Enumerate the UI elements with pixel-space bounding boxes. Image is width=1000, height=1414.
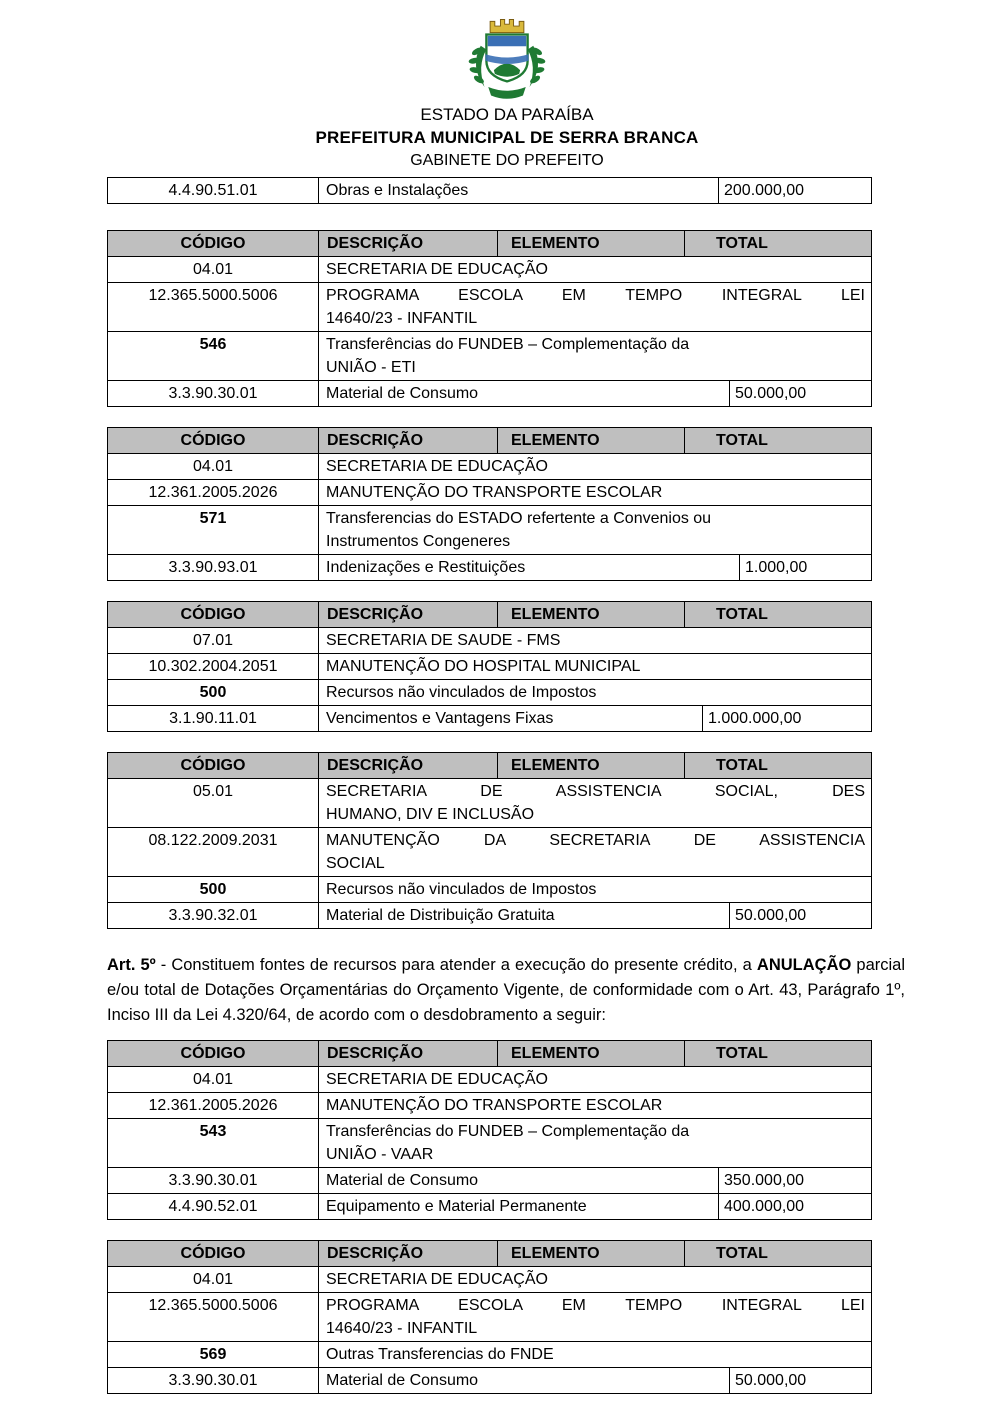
table-row (108, 554, 871, 580)
table-row (108, 1266, 871, 1292)
municipal-coat-of-arms-icon (460, 12, 554, 102)
credit-table-3 (107, 601, 872, 732)
shield-chief (488, 36, 526, 46)
office-title: GABINETE DO PREFEITO (410, 152, 604, 169)
code-cell: 569 (108, 1342, 319, 1367)
table-row (108, 1118, 871, 1167)
table-row (108, 256, 871, 282)
table-row (108, 331, 871, 380)
header-total: TOTAL (716, 1045, 768, 1062)
carryover-row-table (107, 177, 872, 204)
header-elemento: ELEMENTO (498, 428, 685, 453)
description-cell: MANUTENÇÃO DO TRANSPORTE ESCOLAR (326, 1097, 663, 1114)
table-row (108, 705, 871, 731)
description-cell: MANUTENÇÃO DA SECRETARIA DE ASSISTENCIA SOCIAL (326, 832, 865, 872)
description-cell: Equipamento e Material Permanente (326, 1198, 587, 1215)
table-row (108, 827, 871, 876)
code-cell: 500 (108, 680, 319, 705)
description-cell: Vencimentos e Vantagens Fixas (326, 710, 554, 727)
table-row (108, 1341, 871, 1367)
code-cell: 04.01 (108, 1067, 319, 1092)
table-row (108, 505, 871, 554)
article-5-text-2: parcial e/ou total de Dotações Orçamentárias do Orçamento Vigente, de conformidade com o Art. 43, Parágrafo 1º, Inciso III da Lei 4.320/64, de acordo com o desdobramento a seguir: (107, 956, 906, 1024)
table-row (108, 1292, 871, 1341)
code-cell: 10.302.2004.2051 (108, 654, 319, 679)
table-row (108, 1193, 871, 1219)
header-descricao: DESCRIÇÃO (319, 1241, 498, 1266)
table-row (108, 380, 871, 406)
description-cell: MANUTENÇÃO DO HOSPITAL MUNICIPAL (326, 658, 641, 675)
header-codigo: CÓDIGO (108, 428, 319, 453)
credit-table-1 (107, 230, 872, 407)
code-cell: 12.365.5000.5006 (108, 283, 319, 331)
header-total: TOTAL (716, 432, 768, 449)
table-header-row (108, 1241, 871, 1266)
table-header-row (108, 1041, 871, 1066)
total-cell: 400.000,00 (718, 1194, 871, 1219)
description-cell: Outras Transferencias do FNDE (326, 1346, 554, 1363)
credit-table-2 (107, 427, 872, 581)
header-codigo: CÓDIGO (108, 1041, 319, 1066)
table-row (108, 479, 871, 505)
description-cell: Recursos não vinculados de Impostos (326, 684, 597, 701)
header-codigo: CÓDIGO (108, 231, 319, 256)
code-cell: 12.365.5000.5006 (108, 1293, 319, 1341)
header-elemento: ELEMENTO (498, 231, 685, 256)
state-title: ESTADO DA PARAÍBA (420, 105, 594, 124)
document-header (107, 12, 907, 172)
article-5-text-1: - Constituem fontes de recursos para atender a execução do presente crédito, a (155, 956, 757, 974)
header-elemento: ELEMENTO (498, 753, 685, 778)
description-cell: Obras e Instalações (326, 182, 469, 199)
header-total: TOTAL (716, 1245, 768, 1262)
description-cell: SECRETARIA DE SAUDE - FMS (326, 632, 561, 649)
annulment-table-2 (107, 1240, 872, 1394)
description-cell: SECRETARIA DE EDUCAÇÃO (326, 261, 548, 278)
table-header-row (108, 753, 871, 778)
base-ribbon (488, 87, 526, 99)
description-cell: SECRETARIA DE EDUCAÇÃO (326, 1271, 548, 1288)
description-cell: Material de Consumo (326, 1172, 479, 1189)
code-cell: 07.01 (108, 628, 319, 653)
code-cell: 4.4.90.52.01 (108, 1194, 319, 1219)
header-descricao: DESCRIÇÃO (319, 1041, 498, 1066)
code-cell: 3.3.90.32.01 (108, 903, 319, 928)
header-codigo: CÓDIGO (108, 602, 319, 627)
code-cell: 04.01 (108, 454, 319, 479)
code-cell: 4.4.90.51.01 (108, 178, 319, 203)
header-total: TOTAL (716, 757, 768, 774)
table-header-row (108, 428, 871, 453)
code-cell: 3.3.90.30.01 (108, 1368, 319, 1393)
table-row (108, 1367, 871, 1393)
description-cell: MANUTENÇÃO DO TRANSPORTE ESCOLAR (326, 484, 663, 501)
table-row (108, 653, 871, 679)
description-cell: Recursos não vinculados de Impostos (326, 881, 597, 898)
table-row (108, 178, 871, 203)
header-total: TOTAL (716, 606, 768, 623)
description-cell: Transferências do FUNDEB – Complementação da UNIÃO - ETI (326, 336, 690, 376)
code-cell: 08.122.2009.2031 (108, 828, 319, 876)
header-descricao: DESCRIÇÃO (319, 602, 498, 627)
header-codigo: CÓDIGO (108, 753, 319, 778)
article-5-label: Art. 5º (107, 956, 156, 974)
code-cell: 12.361.2005.2026 (108, 480, 319, 505)
anulacao-term: ANULAÇÃO (756, 956, 852, 974)
description-cell: SECRETARIA DE EDUCAÇÃO (326, 1071, 548, 1088)
code-cell: 571 (108, 506, 319, 554)
table-row (108, 453, 871, 479)
description-cell: SECRETARIA DE ASSISTENCIA SOCIAL, DES HUMANO, DIV E INCLUSÃO (326, 783, 865, 823)
description-cell: Material de Distribuição Gratuita (326, 907, 555, 924)
total-cell: 1.000.000,00 (702, 706, 871, 731)
code-cell: 543 (108, 1119, 319, 1167)
code-cell: 05.01 (108, 779, 319, 827)
table-row (108, 1092, 871, 1118)
table-row (108, 902, 871, 928)
code-cell: 3.3.90.93.01 (108, 555, 319, 580)
table-row (108, 679, 871, 705)
total-cell: 350.000,00 (718, 1168, 871, 1193)
header-elemento: ELEMENTO (498, 1241, 685, 1266)
table-header-row (108, 602, 871, 627)
description-cell: Indenizações e Restituições (326, 559, 526, 576)
code-cell: 500 (108, 877, 319, 902)
municipality-title: PREFEITURA MUNICIPAL DE SERRA BRANCA (315, 128, 699, 147)
total-cell: 50.000,00 (729, 1368, 871, 1393)
credit-table-4 (107, 752, 872, 929)
annulment-table-1 (107, 1040, 872, 1220)
crown-icon (490, 20, 524, 33)
total-cell: 50.000,00 (729, 903, 871, 928)
table-row (108, 778, 871, 827)
code-cell: 3.1.90.11.01 (108, 706, 319, 731)
header-elemento: ELEMENTO (498, 602, 685, 627)
description-cell: Material de Consumo (326, 1372, 479, 1389)
description-cell: Material de Consumo (326, 385, 479, 402)
header-descricao: DESCRIÇÃO (319, 231, 498, 256)
description-cell: Transferências do FUNDEB – Complementação da UNIÃO - VAAR (326, 1123, 690, 1163)
table-row (108, 282, 871, 331)
header-codigo: CÓDIGO (108, 1241, 319, 1266)
total-cell: 200.000,00 (718, 178, 871, 203)
description-cell: PROGRAMA ESCOLA EM TEMPO INTEGRAL LEI 14640/23 - INFANTIL (326, 1297, 865, 1337)
header-descricao: DESCRIÇÃO (319, 753, 498, 778)
description-cell: PROGRAMA ESCOLA EM TEMPO INTEGRAL LEI 14640/23 - INFANTIL (326, 287, 865, 327)
total-cell: 1.000,00 (739, 555, 871, 580)
header-total: TOTAL (716, 235, 768, 252)
table-row (108, 1066, 871, 1092)
total-cell: 50.000,00 (729, 381, 871, 406)
header-descricao: DESCRIÇÃO (319, 428, 498, 453)
code-cell: 04.01 (108, 1267, 319, 1292)
code-cell: 546 (108, 332, 319, 380)
code-cell: 12.361.2005.2026 (108, 1093, 319, 1118)
code-cell: 04.01 (108, 257, 319, 282)
code-cell: 3.3.90.30.01 (108, 381, 319, 406)
description-cell: SECRETARIA DE EDUCAÇÃO (326, 458, 548, 475)
code-cell: 3.3.90.30.01 (108, 1168, 319, 1193)
table-header-row (108, 231, 871, 256)
header-elemento: ELEMENTO (498, 1041, 685, 1066)
table-row (108, 876, 871, 902)
table-row (108, 1167, 871, 1193)
description-cell: Transferencias do ESTADO refertente a Convenios ou Instrumentos Congeneres (326, 510, 712, 550)
table-row (108, 627, 871, 653)
article-5-paragraph (107, 953, 905, 1028)
